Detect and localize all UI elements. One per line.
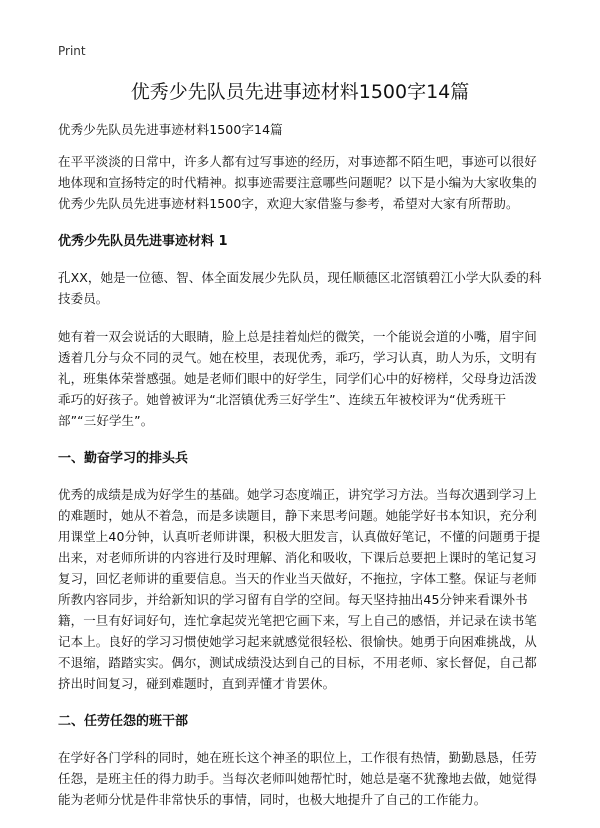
subsection-heading-2: 二、任劳任怨的班干部 bbox=[58, 714, 189, 729]
section-heading-1: 优秀少先队员先进事迹材料 1 bbox=[58, 234, 228, 249]
paragraph-4: 在学好各门学科的同时，她在班长这个神圣的职位上，工作很有热情，勤勤恳恳，任劳任怨，是班主任的得力助手。当每次老师叫她帮忙时，她总是毫不犹豫地去做，她觉得能为老师分忧是件非常快乐的事情，同时，也极大地提升了自己的工作能力。 bbox=[58, 750, 537, 807]
intro-paragraph: 在平平淡淡的日常中，许多人都有过写事迹的经历，对事迹都不陌生吧，事迹可以很好地体现和宣扬特定的时代精神。拟事迹需要注意哪些问题呢？以下是小编为大家收集的优秀少先队员先进事迹材料1500字，欢迎大家借鉴与参考，希望对大家有所帮助。 bbox=[58, 154, 537, 211]
document-body bbox=[58, 119, 542, 827]
paragraph-1: 孔XX，她是一位德、智、体全面发展少先队员，现任顺德区北滘镇碧江小学大队委的科技委员。 bbox=[58, 270, 542, 306]
document-subtitle: 优秀少先队员先进事迹材料1500字14篇 bbox=[58, 122, 283, 137]
page-title: 优秀少先队员先进事迹材料1500字14篇 bbox=[130, 81, 470, 103]
subsection-heading-1: 一、勤奋学习的排头兵 bbox=[58, 451, 189, 466]
paragraph-3: 优秀的成绩是成为好学生的基础。她学习态度端正，讲究学习方法。当每次遇到学习上的难题时，她从不着急，而是多读题目，静下来思考问题。她能学好书本知识，充分利用课堂上40分钟，认真听老师讲课，积极大胆发言，认真做好笔记，不懂的问题勇于提出来，对老师所讲的内容进行及时理解、消化和吸收，下课后总要把上课时的笔记复习复习，回忆老师讲的重要信息。当天的作业当天做好，不拖拉，字体工整。保证与老师所教内容同步，并给新知识的学习留有自学的空间。每天坚持抽出45分钟来看课外书籍，一旦有好词好句，连忙拿起荧光笔把它画下来，写上自己的感悟，并记录在读书笔记本上。良好的学习习惯使她学习起来就感觉很轻松、很愉快。她勇于向困难挑战，从不退缩，踏踏实实。偶尔，测试成绩没达到自己的目标，不用老师、家长督促，自己都挤出时间复习，碰到难题时，直到弄懂才肯罢休。 bbox=[58, 487, 541, 691]
print-link[interactable]: Print bbox=[58, 44, 86, 58]
paragraph-2: 她有着一双会说话的大眼睛，脸上总是挂着灿烂的微笑，一个能说会道的小嘴，眉宇间透着几分与众不同的灵气。她在校里，表现优秀，乖巧，学习认真，助人为乐，文明有礼，班集体荣誉感强。她是老师们眼中的好学生，同学们心中的好榜样，父母身边活泼乖巧的好孩子。她曾被评为“北滘镇优秀三好学生”、连续五年被校评为“优秀班干部”“三好学生”。 bbox=[58, 329, 537, 428]
